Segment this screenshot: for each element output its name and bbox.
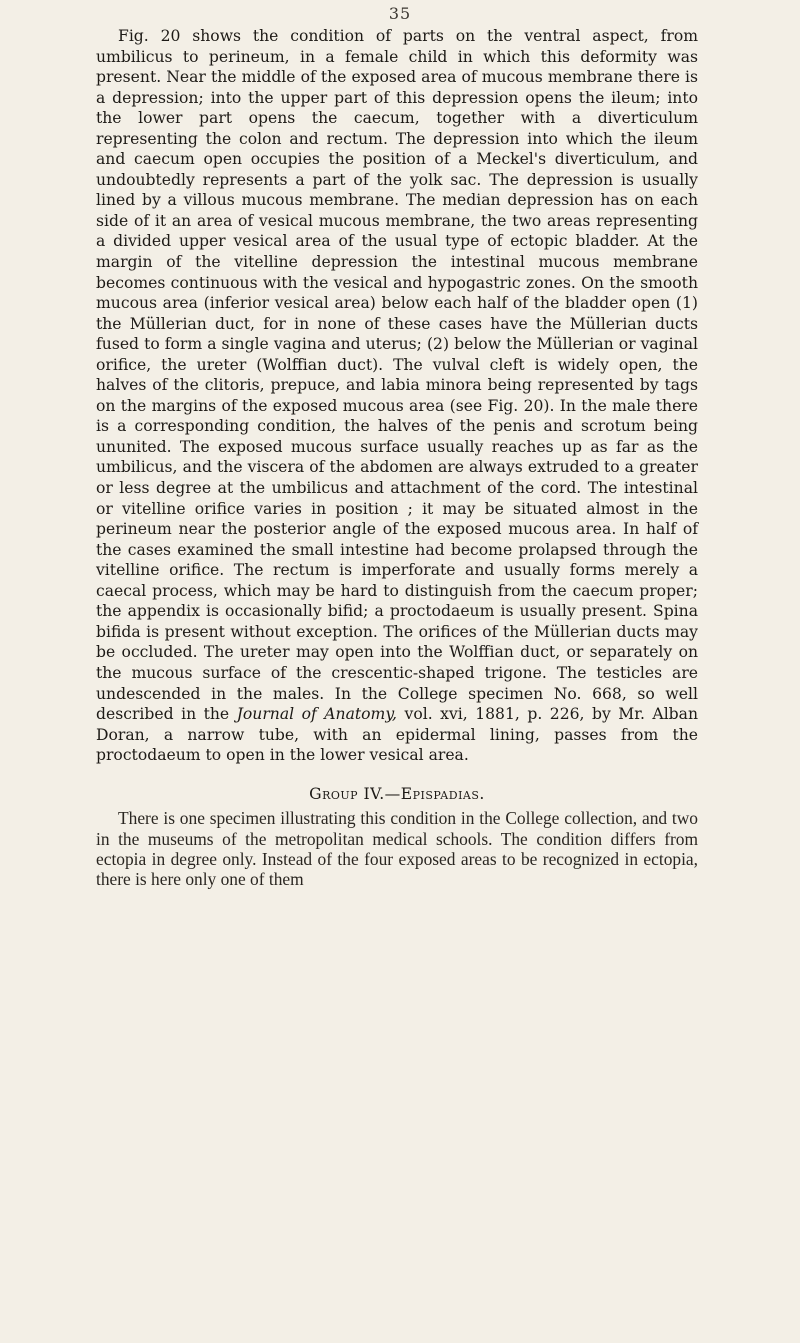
page-number: 35 bbox=[388, 4, 412, 23]
paragraph-epispadias: There is one specimen illustrating this condition in the College collection, and two in the museums of the metropolitan medical schools. The condition differs from ectopia in degree only. Instead of the four exposed areas to be recognized in ectopia, there is here only one of them bbox=[96, 808, 698, 890]
paragraph-text: Fig. 20 shows the condition of parts on the ventral aspect, from umbilicus to perineum, in a female child in which this deformity was present. Near the middle of the exposed area of mucous membrane there is a depression; into the upper part of this depression opens the ileum; into the lower part opens the caecum, together with a diverticulum representing the colon and rectum. The depression into which the ileum and caecum open occupies the position of a Meckel's diverticulum, and undoubtedly represents a part of the yolk sac. The depression is usually lined by a villous mucous membrane. The median depression has on each side of it an area of vesical mucous membrane, the two areas representing a divided upper vesical area of the usual type of ectopic bladder. At the margin of the vitelline depression the intestinal mucous membrane becomes continuous with the vesical and hypogastric zones. On the smooth mucous area (inferior vesical area) below each half of the bladder open (1) the Müllerian duct, for in none of these cases have the Müllerian ducts fused to form a single vagina and uterus; (2) below the Müllerian or vaginal orifice, the ureter (Wolffian duct). The vulval cleft is widely open, the halves of the clitoris, prepuce, and labia minora being represented by tags on the margins of the exposed mucous area (see Fig. 20). In the male there is a corresponding condition, the halves of the penis and scrotum being ununited. The exposed mucous surface usually reaches up as far as the umbilicus, and the viscera of the abdomen are always extruded to a greater or less degree at the umbilicus and attachment of the cord. The intestinal or vitelline orifice varies in position ; it may be situated almost in the perineum near the posterior angle of the exposed mucous area. In half of the cases examined the small intestine had become prolapsed through the vitelline orifice. The rectum is imperforate and usually forms merely a caecal process, which may be hard to distinguish from the caecum proper; the appendix is occasionally bifid; a proctodaeum is usually present. Spina bifida is present without exception. The orifices of the Müllerian ducts may be occluded. The ureter may open into the Wolffian duct, or separately on the mucous surface of the crescentic-shaped trigone. The testicles are undescended in the males. In the College specimen No. 668, so well described in the bbox=[96, 27, 698, 724]
paragraph-text-continued: vol. xvi, 1881, p. 226, by Mr. Alban Doran, a narrow tube, with an epidermal lining, passes from the proctodaeum to open in the lower vesical area. bbox=[96, 705, 699, 765]
body-text bbox=[96, 26, 698, 890]
paragraph-fig-20-description bbox=[96, 26, 698, 766]
journal-title: Journal of Anatomy, bbox=[236, 705, 398, 724]
section-heading: Group IV.—Epispadias. bbox=[309, 784, 485, 803]
